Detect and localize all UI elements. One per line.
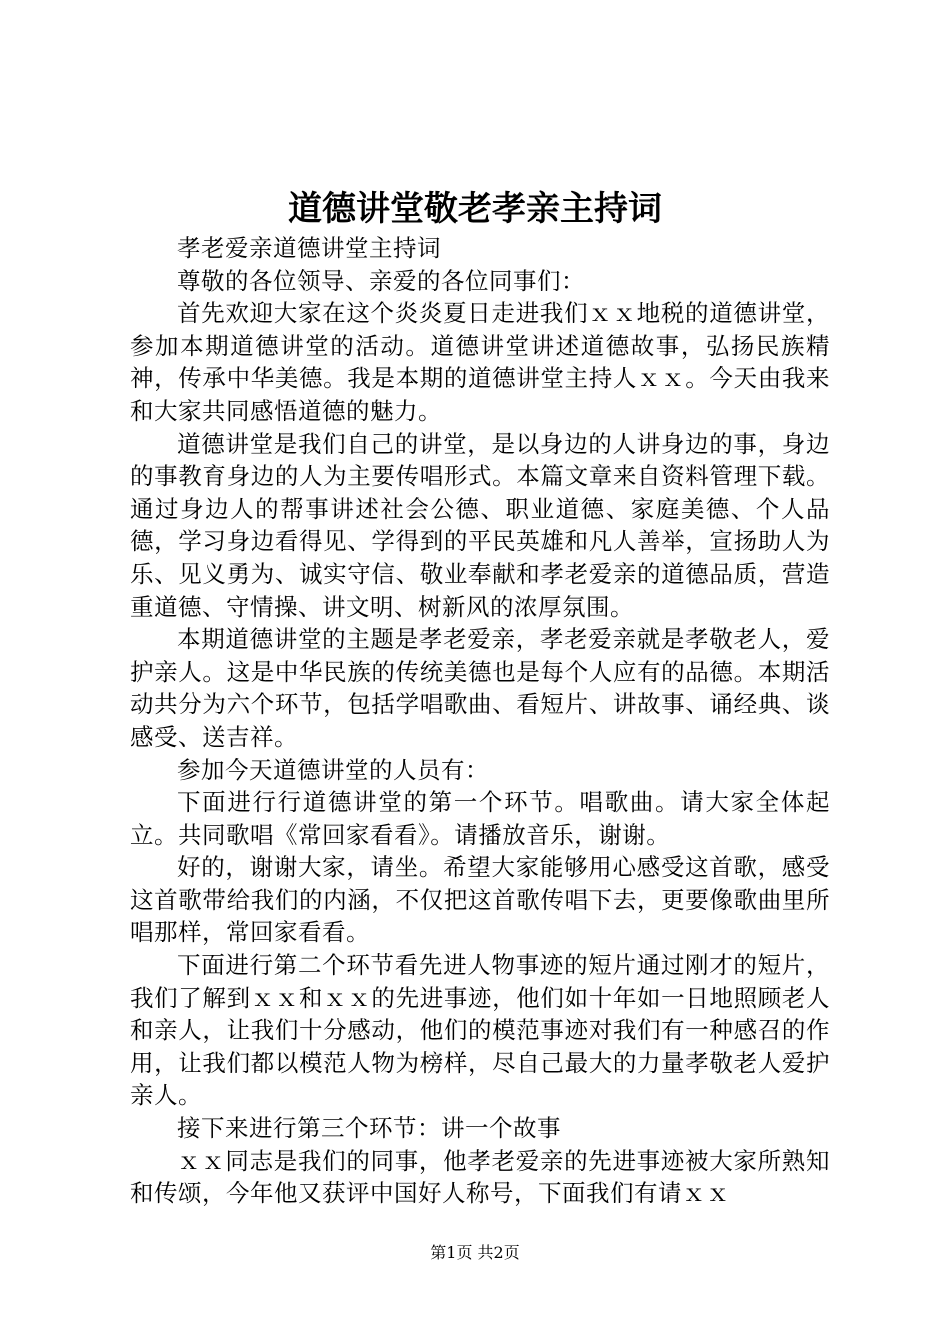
paragraph-theme: 本期道德讲堂的主题是孝老爱亲，孝老爱亲就是孝敬老人，爱护亲人。这是中华民族的传统美德也是每个人应有的品德。本期活动共分为六个环节，包括学唱歌曲、看短片、讲故事、诵经典、谈感受、送吉祥。 xyxy=(130,625,830,751)
paragraph-subtitle: 孝老爱亲道德讲堂主持词 xyxy=(177,234,441,262)
page-footer: 第1页 共2页 xyxy=(430,1243,520,1262)
paragraph-about-lecture: 道德讲堂是我们自己的讲堂，是以身边的人讲身边的事，身边的事教育身边的人为主要传唱形式。本篇文章来自资料管理下载。通过身边人的帮事讲述社会公德、职业道德、家庭美德、个人品德，学习身边看得见、学得到的平民英雄和凡人善举，宣扬助人为乐、见义勇为、诚实守信、敬业奉献和孝老爱亲的道德品质，营造重道德、守情操、讲文明、树新风的浓厚氛围。 xyxy=(130,429,830,621)
document-title: 道德讲堂敬老孝亲主持词 xyxy=(288,189,662,229)
paragraph-section-one: 下面进行行道德讲堂的第一个环节。唱歌曲。请大家全体起立。共同歌唱《常回家看看》。请播放音乐，谢谢。 xyxy=(130,788,830,849)
document-body xyxy=(130,232,830,1210)
paragraph-attendees: 参加今天道德讲堂的人员有： xyxy=(177,755,489,784)
paragraph-section-three: 接下来进行第三个环节：讲一个故事 xyxy=(177,1114,561,1143)
paragraph-section-two: 下面进行第二个环节看先进人物事迹的短片通过刚才的短片，我们了解到ｘｘ和ｘｘ的先进事迹，他们如十年如一日地照顾老人和亲人，让我们十分感动，他们的模范事迹对我们有一种感召的作用，让我们都以模范人物为榜样，尽自己最大的力量孝敬老人爱护亲人。 xyxy=(130,951,830,1110)
paragraph-story: ｘｘ同志是我们的同事，他孝老爱亲的先进事迹被大家所熟知和传颂，今年他又获评中国好人称号，下面我们有请ｘｘ xyxy=(130,1146,830,1208)
paragraph-welcome: 首先欢迎大家在这个炎炎夏日走进我们ｘｘ地税的道德讲堂，参加本期道德讲堂的活动。道德讲堂讲述道德故事，弘扬民族精神，传承中华美德。我是本期的道德讲堂主持人ｘｘ。今天由我来和大家共同感悟道德的魅力。 xyxy=(130,299,830,425)
paragraph-greeting: 尊敬的各位领导、亲爱的各位同事们： xyxy=(177,266,585,295)
paragraph-thanks: 好的，谢谢大家，请坐。希望大家能够用心感受这首歌，感受这首歌带给我们的内涵，不仅把这首歌传唱下去，更要像歌曲里所唱那样，常回家看看。 xyxy=(130,853,830,947)
